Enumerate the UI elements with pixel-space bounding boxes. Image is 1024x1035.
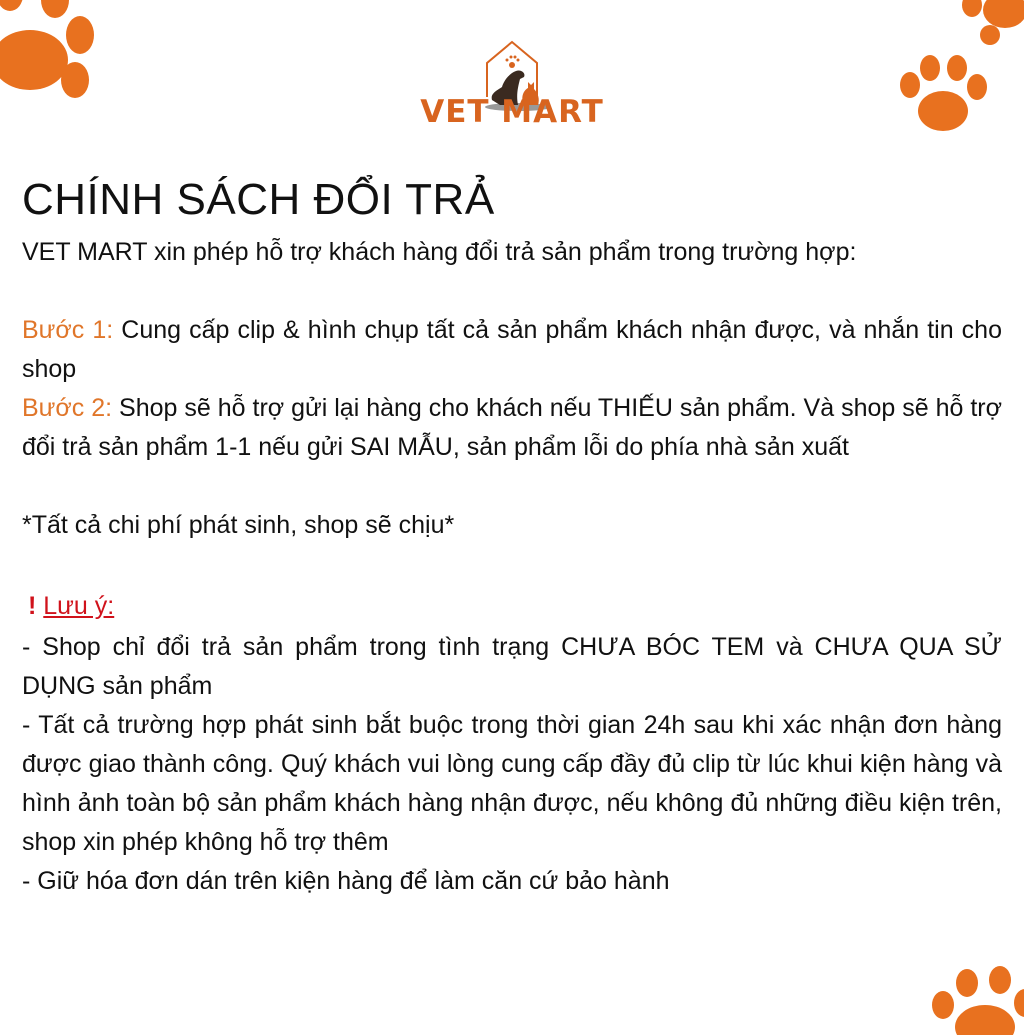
step-label: Bước 2: [22, 394, 113, 422]
step-1 [22, 311, 1002, 389]
brand-name: VET MART [420, 94, 604, 130]
notice-label: Lưu ý: [43, 592, 115, 620]
rule-item: - Giữ hóa đơn dán trên kiện hàng để làm căn cứ bảo hành [22, 867, 670, 895]
step-2 [22, 389, 1002, 467]
paw-print-icon [960, 0, 1024, 45]
exclamation-icon: ! [28, 592, 37, 620]
notice-heading [28, 587, 1008, 626]
step-text: Shop sẽ hỗ trợ gửi lại hàng cho khách nếu THIẾU sản phẩm. Và shop sẽ hỗ trợ đổi trả sản phẩm 1-1 nếu gửi SAI MẪU, sản phẩm lỗi do phía nhà sản xuất [22, 394, 1002, 461]
step-label: Bước 1: [22, 316, 114, 344]
cost-note: *Tất cả chi phí phát sinh, shop sẽ chịu* [22, 511, 455, 539]
page-title: CHÍNH SÁCH ĐỔI TRẢ [22, 175, 495, 224]
paw-print-icon [925, 965, 1024, 1035]
rule-item: - Tất cả trường hợp phát sinh bắt buộc trong thời gian 24h sau khi xác nhận đơn hàng được giao thành công. Quý khách vui lòng cung cấp đầy đủ clip từ lúc khui kiện hàng và hình ảnh toàn bộ sản phẩm khách hàng nhận được, nếu không đủ những điều kiện trên, shop xin phép không hỗ trợ thêm [22, 711, 1002, 856]
rule-item: - Shop chỉ đổi trả sản phẩm trong tình trạng CHƯA BÓC TEM và CHƯA QUA SỬ DỤNG sản phẩm [22, 633, 1002, 700]
step-text: Cung cấp clip & hình chụp tất cả sản phẩm khách nhận được, và nhắn tin cho shop [22, 316, 1002, 383]
intro-text: VET MART xin phép hỗ trợ khách hàng đổi trả sản phẩm trong trường hợp: [22, 238, 857, 266]
